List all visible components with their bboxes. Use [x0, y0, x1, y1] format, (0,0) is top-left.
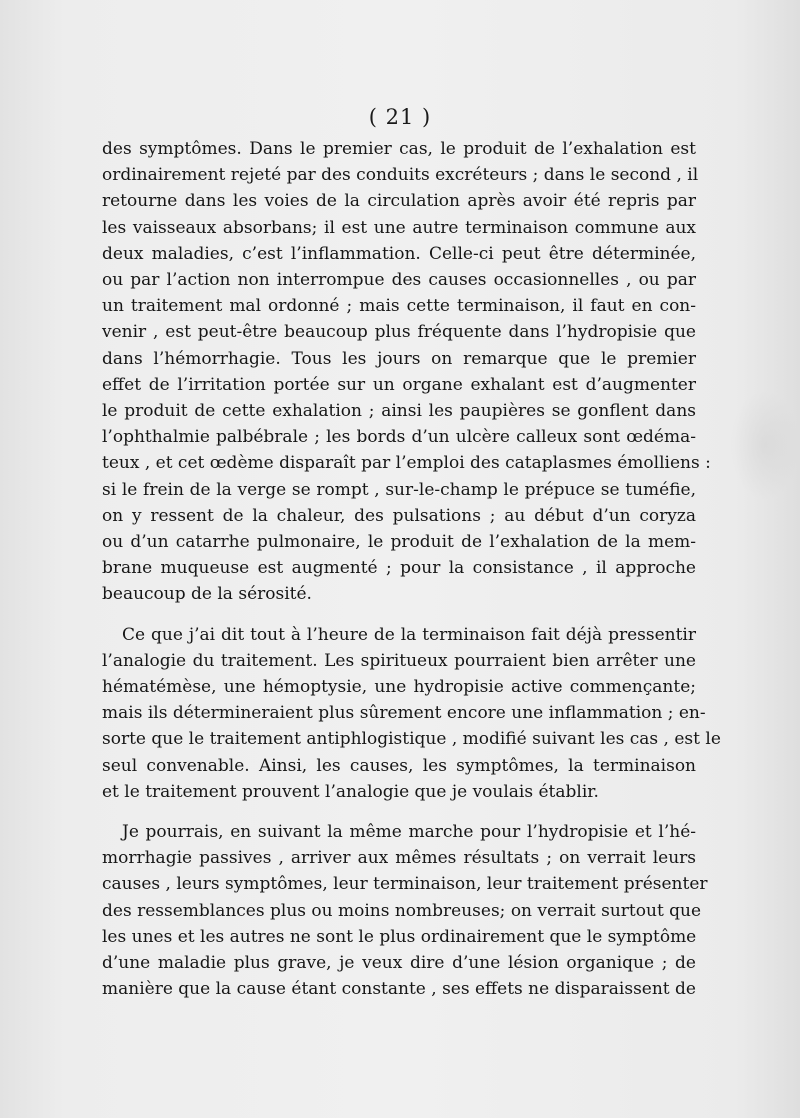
text-line: teux , et cet œdème disparaît par l’emploi des cataplasmes émolliens :	[102, 453, 711, 474]
text-line: hématémèse, une hémoptysie, une hydropisie active commençante;	[102, 677, 696, 698]
text-line: ordinairement rejeté par des conduits excréteurs ; dans le second , il	[102, 165, 699, 186]
text-line: l’analogie du traitement. Les spiritueux pourraient bien arrêter une	[102, 650, 696, 671]
text-line: des ressemblances plus ou moins nombreuses; on verrait surtout que	[102, 900, 702, 921]
text-line: venir , est peut-être beaucoup plus fréquente dans l’hydropisie que	[102, 322, 696, 343]
text-line: sorte que le traitement antiphlogistique , modifié suivant les cas , est le	[102, 729, 721, 750]
show-through-stain	[730, 390, 800, 500]
text-line: Je pourrais, en suivant la même marche pour l’hydropisie et l’hé-	[122, 822, 696, 843]
text-line: des symptômes. Dans le premier cas, le produit de l’exhalation est	[102, 139, 696, 159]
text-line: mais ils détermineraient plus sûrement encore une inflammation ; en-	[102, 703, 706, 724]
text-line: effet de l’irritation portée sur un organe exhalant est d’augmenter	[102, 374, 696, 395]
text-line: ou par l’action non interrompue des causes occasionnelles , ou par	[102, 270, 696, 291]
body-text	[102, 136, 721, 1003]
text-line: le produit de cette exhalation ; ainsi les paupières se gonflent dans	[102, 401, 696, 422]
text-line: ou d’un catarrhe pulmonaire, le produit de l’exhalation de la mem-	[102, 532, 696, 553]
text-line: brane muqueuse est augmenté ; pour la consistance , il approche	[102, 558, 696, 579]
paragraph	[102, 136, 711, 608]
text-line: morrhagie passives , arriver aux mêmes résultats ; on verrait leurs	[102, 848, 696, 869]
text-line: on y ressent de la chaleur, des pulsations ; au début d’un coryza	[102, 505, 696, 526]
paragraph	[102, 622, 721, 805]
text-line: beaucoup de la sérosité.	[102, 584, 312, 605]
text-line: manière que la cause étant constante , ses effets ne disparaissent de	[102, 979, 696, 1000]
text-line: dans l’hémorrhagie. Tous les jours on remarque que le premier	[102, 348, 696, 369]
text-line: deux maladies, c’est l’inflammation. Celle-ci peut être déterminée,	[102, 243, 696, 264]
text-line: les unes et les autres ne sont le plus ordinairement que le symptôme	[102, 926, 697, 947]
text-line: l’ophthalmie palbébrale ; les bords d’un ulcère calleux sont œdéma-	[102, 427, 696, 448]
text-line: causes , leurs symptômes, leur terminaison, leur traitement présenter	[102, 874, 708, 895]
page-number: ( 21 )	[368, 105, 432, 129]
text-line: si le frein de la verge se rompt , sur-le-champ le prépuce se tuméfie,	[102, 479, 696, 500]
text-line: d’une maladie plus grave, je veux dire d’une lésion organique ; de	[102, 953, 696, 974]
text-line: les vaisseaux absorbans; il est une autre terminaison commune aux	[102, 217, 696, 238]
text-line: Ce que j’ai dit tout à l’heure de la terminaison fait déjà pressentir	[122, 624, 696, 645]
text-line: et le traitement prouvent l’analogie que je voulais établir.	[102, 781, 599, 802]
text-line: un traitement mal ordonné ; mais cette terminaison, il faut en con-	[102, 296, 696, 317]
text-line: retourne dans les voies de la circulation après avoir été repris par	[102, 191, 696, 212]
paragraph	[102, 819, 708, 1002]
text-line: seul convenable. Ainsi, les causes, les symptômes, la terminaison	[102, 755, 696, 776]
